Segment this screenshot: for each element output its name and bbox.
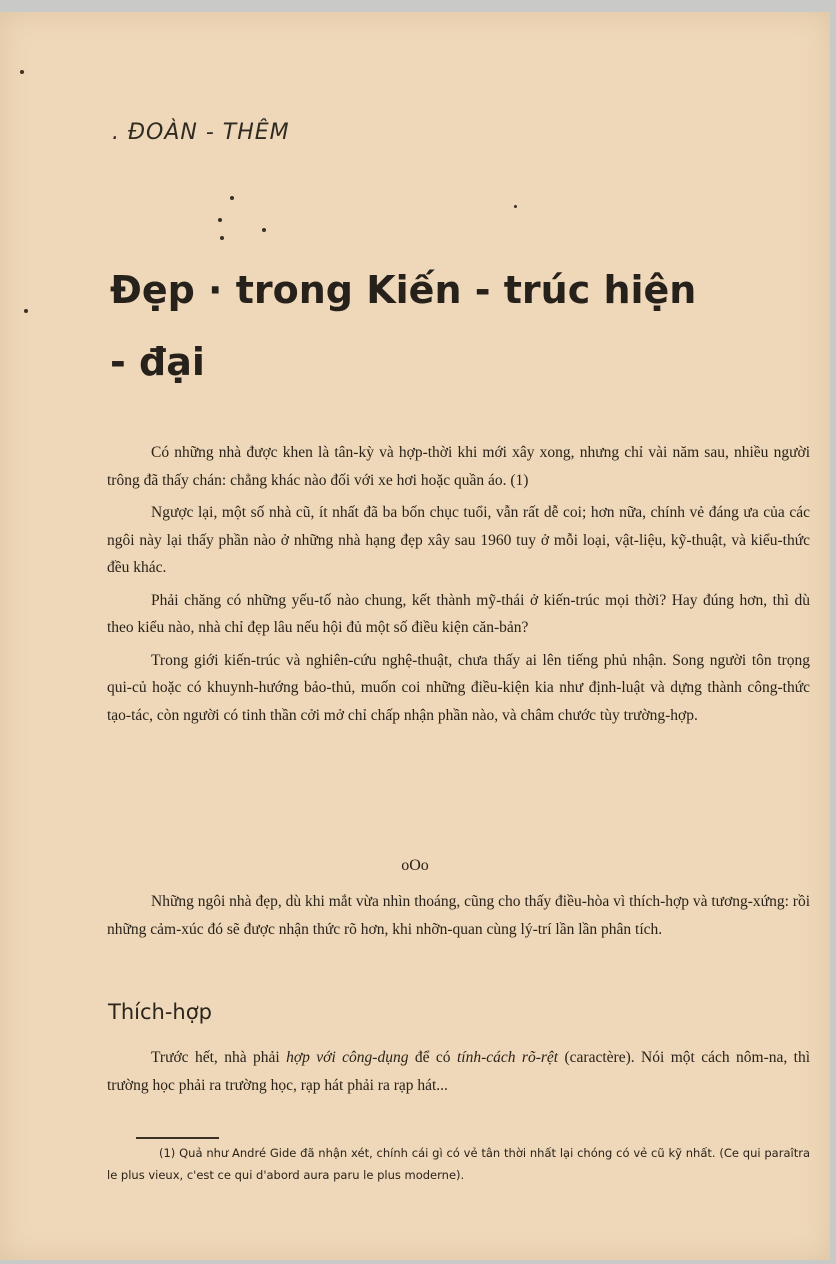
- paragraph: [107, 1044, 810, 1099]
- text-run: Trước hết, nhà phải: [151, 1049, 280, 1066]
- text-run: (caractère). Nói một cách nôm-na, thì trường học phải ra trường học, rạp hát phải ra rạp hát...: [107, 1049, 811, 1094]
- emphasis-text: tính-cách rõ-rệt: [456, 1049, 559, 1066]
- ink-speck: [230, 196, 234, 200]
- section-heading: Thích-hợp: [108, 1000, 212, 1024]
- suitability-section: [107, 1044, 810, 1104]
- paragraph: Có những nhà được khen là tân-kỳ và hợp-thời khi mới xây xong, nhưng chỉ vài năm sau, nhiều người trông đã thấy chán: chẳng khác nào đối với xe hơi hoặc quần áo. (1): [107, 444, 810, 489]
- ink-speck: [220, 236, 224, 240]
- paragraph: Những ngôi nhà đẹp, dù khi mắt vừa nhìn thoáng, cũng cho thấy điều-hòa vì thích-hợp và tương-xứng: rồi những cảm-xúc đó sẽ được nhận thức rõ hơn, khi nhỡn-quan cùng lý-trí lần lần phân tích.: [107, 893, 810, 938]
- harmony-section: [107, 888, 810, 948]
- ink-speck: [20, 70, 24, 74]
- paragraph: Trong giới kiến-trúc và nghiên-cứu nghệ-thuật, chưa thấy ai lên tiếng phủ nhận. Song người tôn trọng qui-củ hoặc có khuynh-hướng bảo-thủ, muốn coi những điều-kiện kia như định-luật và dựng thành công-thức tạo-tác, còn người có tinh thần cởi mở chỉ chấp nhận phần nào, và châm chước tùy trường-hợp.: [107, 651, 810, 724]
- text-run: để có: [414, 1049, 451, 1066]
- ink-speck: [262, 228, 266, 232]
- ink-speck: [24, 309, 28, 313]
- emphasis-text: hợp với công-dụng: [286, 1049, 409, 1066]
- intro-section: [107, 439, 810, 734]
- footnote-rule: [136, 1137, 219, 1139]
- section-separator: oOo: [401, 857, 429, 874]
- paragraph: Ngược lại, một số nhà cũ, ít nhất đã ba bốn chục tuổi, vẫn rất dễ coi; hơn nữa, chính vẻ đáng ưa của các ngôi này lại thấy phần nào ở những nhà hạng đẹp xây sau 1960 tuy ở mỗi loại, vật-liệu, kỹ-thuật, và kiểu-thức đều khác.: [107, 504, 810, 576]
- ink-speck: [218, 218, 222, 222]
- article-title: Đẹp · trong Kiến - trúc hiện - đại: [110, 268, 697, 384]
- document-page: [0, 12, 830, 1260]
- ink-speck: [514, 205, 517, 208]
- author-name: . ĐOÀN - THÊM: [112, 120, 290, 145]
- paragraph: Phải chăng có những yếu-tố nào chung, kết thành mỹ-thái ở kiến-trúc mọi thời? Hay đúng hơn, thì dù theo kiểu nào, nhà chỉ đẹp lâu nếu hội đủ một số điều kiện căn-bản?: [107, 591, 810, 636]
- footnote: (1) Quả như André Gide đã nhận xét, chính cái gì có vẻ tân thời nhất lại chóng có vẻ cũ kỹ nhất. (Ce qui paraîtra le plus vieux, c'est ce qui d'abord aura paru le plus moderne).: [107, 1146, 810, 1182]
